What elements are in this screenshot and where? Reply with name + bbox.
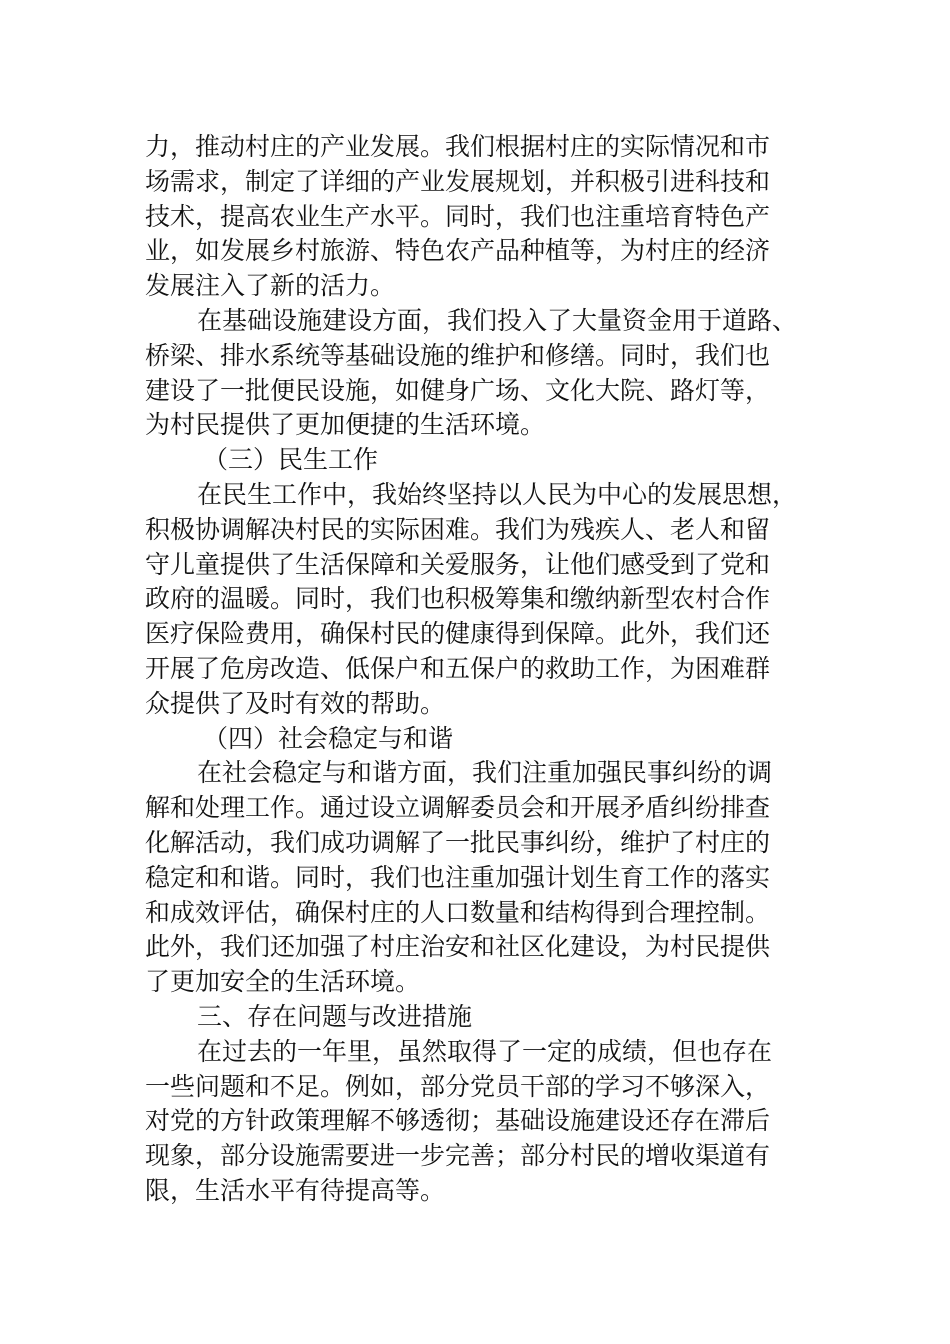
text-line: 发展注入了新的活力。 (145, 271, 396, 301)
body-paragraph (145, 130, 815, 304)
text-line: 对党的方针政策理解不够透彻；基础设施建设还存在滞后 (145, 1106, 771, 1136)
text-line: 政府的温暖。同时，我们也积极筹集和缴纳新型农村合作 (145, 584, 771, 614)
text-line: 场需求，制定了详细的产业发展规划，并积极引进科技和 (145, 166, 771, 196)
text-line: 在社会稳定与和谐方面，我们注重加强民事纠纷的调 (197, 758, 773, 788)
text-line: 一些问题和不足。例如，部分党员干部的学习不够深入， (145, 1071, 771, 1101)
text-line: 业，如发展乡村旅游、特色农产品种植等，为村庄的经济 (145, 236, 771, 266)
text-line: 医疗保险费用，确保村民的健康得到保障。此外，我们还 (145, 619, 771, 649)
text-line: 积极协调解决村民的实际困难。我们为残疾人、老人和留 (145, 514, 771, 544)
text-line: （三）民生工作 (203, 445, 379, 475)
body-paragraph (145, 756, 815, 1000)
text-line: 限，生活水平有待提高等。 (145, 1175, 446, 1205)
body-paragraph (145, 1035, 815, 1209)
text-line: 技术，提高农业生产水平。同时，我们也注重培育特色产 (145, 201, 771, 231)
text-line: 守儿童提供了生活保障和关爱服务，让他们感受到了党和 (145, 549, 771, 579)
text-line: 桥梁、排水系统等基础设施的维护和修缮。同时，我们也 (145, 340, 771, 370)
text-line: 在民生工作中，我始终坚持以人民为中心的发展思想， (197, 479, 798, 509)
text-line: 三、存在问题与改进措施 (197, 1001, 473, 1031)
text-line: 了更加安全的生活环境。 (145, 967, 421, 997)
section-heading (145, 1000, 815, 1035)
text-line: 力，推动村庄的产业发展。我们根据村庄的实际情况和市 (145, 132, 771, 161)
text-line: 为村民提供了更加便捷的生活环境。 (145, 410, 546, 440)
text-line: （四）社会稳定与和谐 (203, 723, 454, 753)
body-paragraph (145, 304, 815, 443)
text-line: 稳定和和谐。同时，我们也注重加强计划生育工作的落实 (145, 862, 771, 892)
section-subheading (145, 722, 815, 757)
text-line: 开展了危房改造、低保户和五保户的救助工作，为困难群 (145, 653, 771, 683)
text-line: 此外，我们还加强了村庄治安和社区化建设，为村民提供 (145, 932, 771, 962)
text-line: 在基础设施建设方面，我们投入了大量资金用于道路、 (197, 305, 798, 335)
text-line: 众提供了及时有效的帮助。 (145, 688, 446, 718)
text-line: 和成效评估，确保村庄的人口数量和结构得到合理控制。 (145, 897, 771, 927)
document-body (145, 130, 815, 1209)
text-line: 解和处理工作。通过设立调解委员会和开展矛盾纠纷排查 (145, 793, 771, 823)
text-line: 化解活动，我们成功调解了一批民事纠纷，维护了村庄的 (145, 827, 771, 857)
text-line: 在过去的一年里，虽然取得了一定的成绩，但也存在 (197, 1036, 773, 1066)
section-subheading (145, 443, 815, 478)
body-paragraph (145, 478, 815, 722)
text-line: 建设了一批便民设施，如健身广场、文化大院、路灯等， (145, 375, 771, 405)
text-line: 现象，部分设施需要进一步完善；部分村民的增收渠道有 (145, 1141, 771, 1171)
